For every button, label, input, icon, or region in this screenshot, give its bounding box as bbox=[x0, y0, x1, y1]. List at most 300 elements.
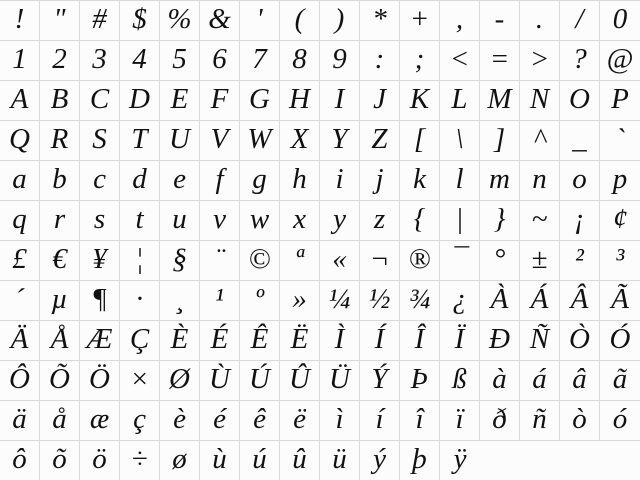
glyph: þ bbox=[412, 442, 427, 475]
glyph: D bbox=[129, 82, 150, 115]
glyph: ¹ bbox=[215, 282, 224, 315]
glyph: ® bbox=[408, 242, 431, 275]
glyph-cell[interactable] bbox=[120, 281, 160, 320]
glyph-cell[interactable] bbox=[360, 201, 400, 240]
glyph: Q bbox=[9, 122, 30, 155]
glyph-cell[interactable] bbox=[280, 161, 320, 200]
glyph-cell[interactable] bbox=[480, 401, 520, 440]
glyph-cell[interactable] bbox=[40, 361, 80, 400]
glyph-cell[interactable] bbox=[160, 441, 200, 480]
glyph-cell[interactable] bbox=[320, 41, 360, 80]
glyph-cell[interactable] bbox=[600, 361, 640, 400]
glyph-cell[interactable] bbox=[80, 201, 120, 240]
glyph-cell[interactable] bbox=[440, 201, 480, 240]
glyph-cell[interactable] bbox=[600, 121, 640, 160]
glyph-cell[interactable] bbox=[480, 201, 520, 240]
glyph: ] bbox=[493, 122, 506, 155]
glyph-cell[interactable] bbox=[160, 401, 200, 440]
glyph-cell[interactable] bbox=[200, 241, 240, 280]
glyph-cell[interactable] bbox=[0, 401, 40, 440]
glyph: ^ bbox=[533, 122, 546, 155]
glyph-cell[interactable] bbox=[600, 241, 640, 280]
glyph: ( bbox=[294, 2, 305, 35]
glyph-cell[interactable] bbox=[0, 321, 40, 360]
glyph-cell[interactable] bbox=[320, 1, 360, 40]
glyph-cell[interactable] bbox=[0, 361, 40, 400]
glyph-cell[interactable] bbox=[280, 401, 320, 440]
glyph-cell[interactable] bbox=[520, 121, 560, 160]
glyph-cell[interactable] bbox=[80, 441, 120, 480]
glyph-cell[interactable] bbox=[560, 281, 600, 320]
glyph-cell[interactable] bbox=[80, 1, 120, 40]
glyph-cell[interactable] bbox=[200, 121, 240, 160]
glyph: è bbox=[173, 402, 186, 435]
glyph: % bbox=[167, 2, 192, 35]
glyph: æ bbox=[89, 402, 110, 435]
glyph-cell[interactable] bbox=[520, 201, 560, 240]
glyph-cell[interactable] bbox=[400, 1, 440, 40]
glyph-cell[interactable] bbox=[520, 81, 560, 120]
glyph-cell[interactable] bbox=[320, 81, 360, 120]
glyph-cell[interactable] bbox=[0, 121, 40, 160]
glyph: º bbox=[255, 282, 264, 315]
glyph: Ù bbox=[209, 362, 230, 395]
glyph-row bbox=[0, 400, 640, 440]
glyph-cell[interactable] bbox=[200, 361, 240, 400]
glyph-cell[interactable] bbox=[400, 81, 440, 120]
glyph-cell[interactable] bbox=[520, 41, 560, 80]
glyph-cell[interactable] bbox=[520, 161, 560, 200]
glyph-cell[interactable] bbox=[600, 321, 640, 360]
glyph-cell[interactable] bbox=[280, 441, 320, 480]
glyph: ì bbox=[335, 402, 344, 435]
glyph-cell[interactable] bbox=[440, 281, 480, 320]
glyph-cell[interactable] bbox=[160, 281, 200, 320]
glyph-cell[interactable] bbox=[160, 81, 200, 120]
glyph-cell[interactable] bbox=[400, 401, 440, 440]
glyph-cell[interactable] bbox=[40, 161, 80, 200]
glyph-cell[interactable] bbox=[160, 121, 200, 160]
glyph: k bbox=[413, 162, 426, 195]
glyph: Æ bbox=[86, 322, 113, 355]
glyph-cell[interactable] bbox=[80, 401, 120, 440]
glyph-cell[interactable] bbox=[200, 201, 240, 240]
glyph-cell[interactable] bbox=[80, 121, 120, 160]
glyph: é bbox=[213, 402, 226, 435]
glyph-cell[interactable] bbox=[360, 241, 400, 280]
glyph-cell[interactable] bbox=[40, 321, 80, 360]
glyph-cell[interactable] bbox=[400, 321, 440, 360]
glyph: - bbox=[494, 2, 505, 35]
glyph: & bbox=[208, 2, 231, 35]
glyph-cell[interactable] bbox=[120, 121, 160, 160]
glyph: f bbox=[215, 162, 224, 195]
glyph-cell[interactable] bbox=[240, 201, 280, 240]
glyph-cell[interactable] bbox=[120, 161, 160, 200]
glyph-cell[interactable] bbox=[120, 401, 160, 440]
glyph: o bbox=[572, 162, 587, 195]
glyph: A bbox=[10, 82, 29, 115]
glyph: × bbox=[129, 362, 150, 395]
glyph-cell[interactable] bbox=[560, 361, 600, 400]
glyph-cell[interactable] bbox=[160, 1, 200, 40]
glyph: õ bbox=[52, 442, 67, 475]
glyph-cell[interactable] bbox=[320, 201, 360, 240]
glyph-cell[interactable] bbox=[600, 161, 640, 200]
glyph: l bbox=[455, 162, 464, 195]
glyph-cell[interactable] bbox=[480, 241, 520, 280]
glyph-cell[interactable] bbox=[280, 81, 320, 120]
glyph: + bbox=[409, 2, 430, 35]
glyph-cell[interactable] bbox=[200, 401, 240, 440]
glyph-cell[interactable] bbox=[120, 321, 160, 360]
glyph-cell[interactable] bbox=[440, 401, 480, 440]
glyph-cell[interactable] bbox=[120, 1, 160, 40]
glyph-cell[interactable] bbox=[0, 1, 40, 40]
glyph-cell[interactable] bbox=[280, 281, 320, 320]
glyph-cell[interactable] bbox=[440, 241, 480, 280]
glyph-cell[interactable] bbox=[200, 281, 240, 320]
glyph: b bbox=[52, 162, 67, 195]
glyph-cell[interactable] bbox=[400, 121, 440, 160]
glyph-cell[interactable] bbox=[0, 441, 40, 480]
glyph: Ô bbox=[9, 362, 30, 395]
glyph-cell[interactable] bbox=[560, 321, 600, 360]
glyph: ú bbox=[252, 442, 267, 475]
glyph: | bbox=[455, 202, 464, 235]
glyph-cell[interactable] bbox=[360, 1, 400, 40]
glyph: O bbox=[569, 82, 590, 115]
glyph: ² bbox=[575, 242, 584, 275]
glyph: i bbox=[335, 162, 344, 195]
glyph-cell[interactable] bbox=[200, 1, 240, 40]
glyph: 5 bbox=[172, 42, 187, 75]
glyph: S bbox=[92, 122, 107, 155]
glyph: Ë bbox=[290, 322, 309, 355]
glyph: x bbox=[293, 202, 306, 235]
glyph: Þ bbox=[410, 362, 429, 395]
glyph-cell[interactable] bbox=[200, 161, 240, 200]
glyph-cell[interactable] bbox=[360, 441, 400, 480]
glyph: ñ bbox=[532, 402, 547, 435]
glyph: ª bbox=[295, 242, 304, 275]
glyph-cell[interactable] bbox=[120, 241, 160, 280]
glyph-cell[interactable] bbox=[520, 281, 560, 320]
glyph-cell[interactable] bbox=[560, 121, 600, 160]
glyph: T bbox=[131, 122, 148, 155]
glyph: Õ bbox=[49, 362, 70, 395]
glyph: » bbox=[292, 282, 307, 315]
glyph: K bbox=[409, 82, 430, 115]
glyph: $ bbox=[132, 2, 147, 35]
glyph-cell[interactable] bbox=[40, 81, 80, 120]
glyph-cell[interactable] bbox=[320, 281, 360, 320]
glyph: Â bbox=[570, 282, 589, 315]
glyph-cell[interactable] bbox=[240, 441, 280, 480]
glyph-cell[interactable] bbox=[240, 41, 280, 80]
glyph: 3 bbox=[92, 42, 107, 75]
glyph-cell[interactable] bbox=[440, 361, 480, 400]
glyph-cell[interactable] bbox=[40, 441, 80, 480]
empty-cell bbox=[520, 441, 560, 480]
glyph: H bbox=[289, 82, 310, 115]
glyph-cell[interactable] bbox=[200, 321, 240, 360]
glyph-row bbox=[0, 80, 640, 120]
glyph: € bbox=[52, 242, 67, 275]
glyph-cell[interactable] bbox=[400, 201, 440, 240]
glyph-cell[interactable] bbox=[600, 1, 640, 40]
glyph-cell[interactable] bbox=[240, 1, 280, 40]
glyph-cell[interactable] bbox=[80, 81, 120, 120]
glyph-cell[interactable] bbox=[360, 321, 400, 360]
glyph: £ bbox=[12, 242, 27, 275]
glyph-cell[interactable] bbox=[40, 401, 80, 440]
glyph-cell[interactable] bbox=[480, 361, 520, 400]
glyph-cell[interactable] bbox=[320, 121, 360, 160]
glyph-cell[interactable] bbox=[80, 321, 120, 360]
glyph-cell[interactable] bbox=[240, 161, 280, 200]
glyph: ! bbox=[14, 2, 25, 35]
glyph-cell[interactable] bbox=[0, 241, 40, 280]
glyph: , bbox=[455, 2, 464, 35]
glyph: ¼ bbox=[328, 282, 351, 315]
glyph-cell[interactable] bbox=[360, 361, 400, 400]
glyph-cell[interactable] bbox=[120, 201, 160, 240]
glyph: ´ bbox=[14, 282, 25, 315]
glyph-cell[interactable] bbox=[560, 161, 600, 200]
glyph-cell[interactable] bbox=[360, 121, 400, 160]
glyph-cell[interactable] bbox=[120, 81, 160, 120]
glyph-cell[interactable] bbox=[400, 441, 440, 480]
glyph-cell[interactable] bbox=[480, 1, 520, 40]
glyph-cell[interactable] bbox=[40, 241, 80, 280]
glyph-cell[interactable] bbox=[80, 361, 120, 400]
glyph-cell[interactable] bbox=[200, 441, 240, 480]
glyph-cell[interactable] bbox=[600, 41, 640, 80]
glyph: 9 bbox=[332, 42, 347, 75]
glyph: ï bbox=[455, 402, 464, 435]
glyph: È bbox=[170, 322, 189, 355]
glyph-cell[interactable] bbox=[480, 281, 520, 320]
glyph-cell[interactable] bbox=[520, 321, 560, 360]
glyph: R bbox=[50, 122, 69, 155]
glyph: ¾ bbox=[408, 282, 431, 315]
glyph-cell[interactable] bbox=[320, 241, 360, 280]
glyph-cell[interactable] bbox=[360, 81, 400, 120]
glyph: W bbox=[247, 122, 272, 155]
glyph-cell[interactable] bbox=[320, 321, 360, 360]
glyph: s bbox=[93, 202, 106, 235]
glyph: g bbox=[252, 162, 267, 195]
glyph-cell[interactable] bbox=[40, 121, 80, 160]
glyph-cell[interactable] bbox=[560, 81, 600, 120]
glyph-cell[interactable] bbox=[400, 41, 440, 80]
glyph-cell[interactable] bbox=[520, 401, 560, 440]
glyph: ¢ bbox=[612, 202, 628, 235]
glyph-cell[interactable] bbox=[280, 121, 320, 160]
glyph-cell[interactable] bbox=[360, 41, 400, 80]
glyph-cell[interactable] bbox=[560, 41, 600, 80]
glyph: [ bbox=[413, 122, 426, 155]
glyph-cell[interactable] bbox=[560, 1, 600, 40]
glyph-cell[interactable] bbox=[40, 281, 80, 320]
glyph-row bbox=[0, 200, 640, 240]
glyph-cell[interactable] bbox=[440, 81, 480, 120]
glyph-cell[interactable] bbox=[120, 361, 160, 400]
glyph: r bbox=[53, 202, 66, 235]
glyph-cell[interactable] bbox=[360, 401, 400, 440]
glyph-cell[interactable] bbox=[480, 41, 520, 80]
glyph-cell[interactable] bbox=[240, 81, 280, 120]
glyph: = bbox=[489, 42, 510, 75]
glyph-cell[interactable] bbox=[120, 441, 160, 480]
glyph-cell[interactable] bbox=[200, 41, 240, 80]
glyph-cell[interactable] bbox=[0, 81, 40, 120]
glyph-row bbox=[0, 280, 640, 320]
glyph: h bbox=[292, 162, 307, 195]
glyph-cell[interactable] bbox=[0, 201, 40, 240]
glyph-cell[interactable] bbox=[160, 201, 200, 240]
glyph-cell[interactable] bbox=[440, 41, 480, 80]
empty-cell bbox=[560, 441, 600, 480]
glyph-cell[interactable] bbox=[80, 281, 120, 320]
glyph: Ý bbox=[371, 362, 388, 395]
glyph-cell[interactable] bbox=[240, 281, 280, 320]
glyph-cell[interactable] bbox=[280, 361, 320, 400]
glyph: Ç bbox=[129, 322, 150, 355]
glyph-cell[interactable] bbox=[40, 201, 80, 240]
glyph-cell[interactable] bbox=[600, 281, 640, 320]
glyph-cell[interactable] bbox=[160, 241, 200, 280]
glyph-cell[interactable] bbox=[80, 241, 120, 280]
glyph-cell[interactable] bbox=[400, 241, 440, 280]
glyph: Å bbox=[50, 322, 69, 355]
glyph-cell[interactable] bbox=[560, 241, 600, 280]
glyph: Ñ bbox=[529, 322, 550, 355]
glyph-cell[interactable] bbox=[400, 361, 440, 400]
glyph-cell[interactable] bbox=[40, 41, 80, 80]
glyph-cell[interactable] bbox=[320, 441, 360, 480]
glyph-cell[interactable] bbox=[480, 121, 520, 160]
glyph: ù bbox=[212, 442, 227, 475]
glyph: Ü bbox=[329, 362, 350, 395]
glyph-cell[interactable] bbox=[40, 1, 80, 40]
glyph: ` bbox=[615, 122, 625, 155]
glyph: É bbox=[210, 322, 229, 355]
glyph: ê bbox=[253, 402, 266, 435]
glyph-cell[interactable] bbox=[280, 41, 320, 80]
glyph: Î bbox=[414, 322, 425, 355]
glyph-cell[interactable] bbox=[440, 1, 480, 40]
glyph-cell[interactable] bbox=[440, 321, 480, 360]
glyph-cell[interactable] bbox=[120, 41, 160, 80]
glyph-cell[interactable] bbox=[480, 321, 520, 360]
glyph-cell[interactable] bbox=[400, 161, 440, 200]
glyph: ¬ bbox=[369, 242, 390, 275]
glyph: " bbox=[53, 2, 66, 35]
glyph-cell[interactable] bbox=[400, 281, 440, 320]
glyph-cell[interactable] bbox=[440, 161, 480, 200]
glyph-cell[interactable] bbox=[560, 401, 600, 440]
glyph-cell[interactable] bbox=[240, 401, 280, 440]
glyph-cell[interactable] bbox=[80, 41, 120, 80]
glyph: ¯ bbox=[452, 242, 467, 275]
glyph-cell[interactable] bbox=[440, 441, 480, 480]
glyph: J bbox=[373, 82, 386, 115]
glyph: 7 bbox=[252, 42, 267, 75]
glyph-cell[interactable] bbox=[240, 121, 280, 160]
glyph: å bbox=[52, 402, 67, 435]
glyph: ~ bbox=[531, 202, 548, 235]
glyph-cell[interactable] bbox=[240, 321, 280, 360]
glyph-cell[interactable] bbox=[520, 241, 560, 280]
glyph-cell[interactable] bbox=[0, 41, 40, 80]
glyph-cell[interactable] bbox=[520, 361, 560, 400]
glyph-cell[interactable] bbox=[0, 281, 40, 320]
glyph-cell[interactable] bbox=[80, 161, 120, 200]
glyph-cell[interactable] bbox=[320, 401, 360, 440]
glyph-cell[interactable] bbox=[520, 1, 560, 40]
glyph-cell[interactable] bbox=[320, 361, 360, 400]
glyph-cell[interactable] bbox=[320, 161, 360, 200]
glyph: t bbox=[135, 202, 144, 235]
glyph-cell[interactable] bbox=[160, 321, 200, 360]
glyph: n bbox=[532, 162, 547, 195]
glyph: ³ bbox=[615, 242, 625, 275]
glyph-cell[interactable] bbox=[360, 281, 400, 320]
glyph: j bbox=[375, 162, 384, 195]
glyph-cell[interactable] bbox=[280, 1, 320, 40]
glyph-cell[interactable] bbox=[280, 201, 320, 240]
glyph-cell[interactable] bbox=[280, 321, 320, 360]
glyph: / bbox=[575, 2, 584, 35]
glyph: ó bbox=[612, 402, 628, 435]
glyph: B bbox=[50, 82, 69, 115]
glyph-cell[interactable] bbox=[480, 161, 520, 200]
glyph-cell[interactable] bbox=[160, 161, 200, 200]
glyph-cell[interactable] bbox=[440, 121, 480, 160]
glyph: ? bbox=[572, 42, 587, 75]
glyph: À bbox=[490, 282, 509, 315]
glyph-cell[interactable] bbox=[240, 361, 280, 400]
glyph-cell[interactable] bbox=[200, 81, 240, 120]
glyph: _ bbox=[572, 122, 587, 155]
glyph-row bbox=[0, 0, 640, 40]
glyph-cell[interactable] bbox=[360, 161, 400, 200]
glyph: ö bbox=[92, 442, 107, 475]
glyph: Ú bbox=[249, 362, 270, 395]
glyph-cell[interactable] bbox=[280, 241, 320, 280]
glyph: û bbox=[292, 442, 307, 475]
glyph-cell[interactable] bbox=[560, 201, 600, 240]
glyph: ) bbox=[334, 2, 345, 35]
glyph: Ã bbox=[611, 282, 629, 315]
glyph-cell[interactable] bbox=[600, 401, 640, 440]
glyph: ¦ bbox=[135, 242, 144, 275]
glyph-cell[interactable] bbox=[160, 361, 200, 400]
glyph: p bbox=[612, 162, 628, 195]
glyph-cell[interactable] bbox=[160, 41, 200, 80]
glyph-cell[interactable] bbox=[480, 81, 520, 120]
glyph-cell[interactable] bbox=[600, 201, 640, 240]
glyph-cell[interactable] bbox=[600, 81, 640, 120]
glyph: V bbox=[210, 122, 229, 155]
glyph: : bbox=[374, 42, 385, 75]
glyph-cell[interactable] bbox=[0, 161, 40, 200]
glyph: E bbox=[170, 82, 189, 115]
glyph-cell[interactable] bbox=[240, 241, 280, 280]
glyph: Û bbox=[289, 362, 310, 395]
